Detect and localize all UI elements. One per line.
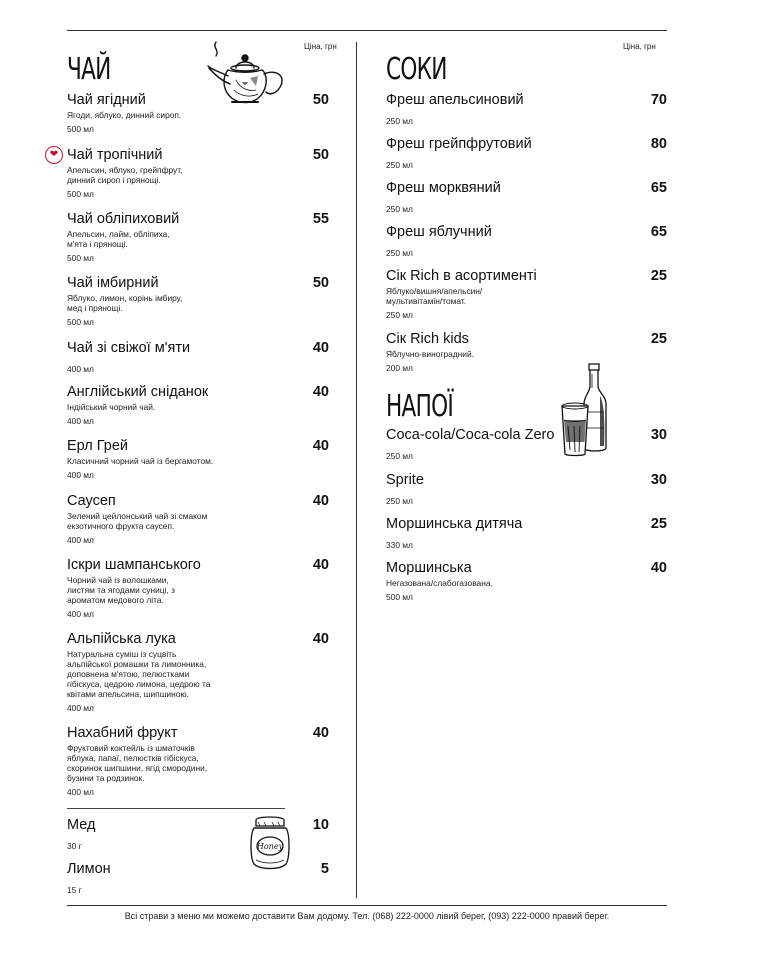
item-price: 30 — [650, 427, 667, 443]
item-price: 50 — [312, 92, 329, 108]
menu-item — [386, 331, 667, 373]
bottom-rule — [67, 905, 667, 906]
item-price: 10 — [312, 817, 329, 833]
menu-item — [67, 384, 329, 426]
item-price: 40 — [312, 493, 329, 509]
extras-divider — [67, 808, 285, 809]
menu-item — [67, 92, 329, 134]
menu-item — [67, 725, 329, 797]
section-title-drinks: НАПОЇ — [386, 389, 454, 424]
item-volume: 500 мл — [386, 592, 413, 602]
item-volume: 400 мл — [67, 364, 94, 374]
item-volume: 500 мл — [67, 124, 94, 134]
item-volume: 250 мл — [386, 116, 413, 126]
item-price: 80 — [650, 136, 667, 152]
item-desc: Апельсин, яблуко, грейпфрут, динний сироп і прянощі. — [67, 165, 183, 185]
menu-item — [386, 560, 667, 602]
item-name: Sprite — [386, 472, 424, 488]
item-name: Саусеп — [67, 493, 116, 509]
item-name: Англійський сніданок — [67, 384, 209, 400]
item-volume: 250 мл — [386, 204, 413, 214]
item-name: Лимон — [67, 861, 111, 877]
price-header-left: Ціна, грн — [304, 42, 337, 51]
item-name: Фреш яблучний — [386, 224, 492, 240]
footer-delivery-note: Всі страви з меню ми можемо доставити Вам додому. Тел. (068) 222-0000 лівий берег, (093) 222-0000 правий берег. — [124, 911, 610, 921]
item-volume: 250 мл — [386, 310, 413, 320]
menu-item — [386, 224, 667, 258]
item-volume: 400 мл — [67, 609, 94, 619]
item-volume: 250 мл — [386, 160, 413, 170]
bottle-glass-illustration — [556, 362, 614, 460]
item-name: Мед — [67, 817, 96, 833]
item-price: 40 — [312, 438, 329, 454]
item-volume: 400 мл — [67, 535, 94, 545]
item-volume: 250 мл — [386, 248, 413, 258]
menu-item — [67, 275, 329, 327]
item-volume: 400 мл — [67, 416, 94, 426]
item-volume: 200 мл — [386, 363, 413, 373]
item-name: Чай ягідний — [67, 92, 146, 108]
item-desc: Чорний чай із волошками, листям та ягодами суниці, з ароматом медового літа. — [67, 575, 175, 605]
menu-item — [386, 516, 667, 550]
item-desc: Яблучно-виноградний. — [386, 349, 474, 359]
item-volume: 400 мл — [67, 470, 94, 480]
menu-item-extra — [67, 861, 329, 895]
item-volume: 330 мл — [386, 540, 413, 550]
item-name: Сік Rich kids — [386, 331, 469, 347]
menu-item — [386, 472, 667, 506]
menu-item — [67, 557, 329, 619]
item-name: Coca-cola/Coca-cola Zero — [386, 427, 555, 443]
item-name: Альпійська лука — [67, 631, 176, 647]
item-price: 30 — [650, 472, 667, 488]
item-name: Ерл Грей — [67, 438, 128, 454]
item-price: 40 — [650, 560, 667, 576]
menu-item — [67, 493, 329, 545]
item-name: Чай обліпиховий — [67, 211, 180, 227]
heart-icon[interactable]: ❤ — [45, 146, 63, 164]
item-desc: Яблуко, лимон, корінь імбиру, мед і прянощі. — [67, 293, 183, 313]
item-name: Фреш грейпфрутовий — [386, 136, 532, 152]
item-price: 5 — [320, 861, 329, 877]
item-volume: 500 мл — [67, 189, 94, 199]
item-desc: Фруктовий коктейль із шматочків яблука, папаї, пелюстків гібіскуса, скоринок шипшини, ягід смородини, бузини та родзинок. — [67, 743, 208, 783]
item-volume: 250 мл — [386, 451, 413, 461]
item-price: 40 — [312, 725, 329, 741]
item-price: 55 — [312, 211, 329, 227]
item-name: Сік Rich в асортименті — [386, 268, 537, 284]
item-name: Моршинська — [386, 560, 472, 576]
item-price: 25 — [650, 268, 667, 284]
section-title-tea: ЧАЙ — [67, 52, 111, 87]
item-name: Нахабний фрукт — [67, 725, 178, 741]
item-desc: Яблуко/вишня/апельсин/ мультивітамін/томат. — [386, 286, 483, 306]
item-volume: 500 мл — [67, 253, 94, 263]
item-name: Фреш апельсиновий — [386, 92, 524, 108]
menu-item — [386, 268, 667, 320]
item-volume: 250 мл — [386, 496, 413, 506]
item-price: 40 — [312, 557, 329, 573]
item-price: 65 — [650, 224, 667, 240]
item-desc: Ягоди, яблуко, динний сироп. — [67, 110, 182, 120]
item-desc: Негазована/слабогазована. — [386, 578, 493, 588]
honey-jar-illustration — [246, 814, 294, 870]
item-price: 70 — [650, 92, 667, 108]
item-price: 40 — [312, 384, 329, 400]
menu-item — [67, 340, 329, 374]
item-price: 25 — [650, 331, 667, 347]
item-volume: 30 г — [67, 841, 82, 851]
item-desc: Апельсин, лайм, обліпиха, м'ята і прянощі. — [67, 229, 170, 249]
item-volume: 15 г — [67, 885, 82, 895]
item-desc: Натуральна суміш із суцвіть альпійської ромашки та лимонника, доповнена м'ятою, пелюстками гібіскуса, цедрою лимона, цедрою та квітами апельсина, шипшиною. — [67, 649, 211, 699]
honey-jar-label: Honey — [256, 842, 284, 851]
item-name: Чай імбирний — [67, 275, 159, 291]
menu-item — [386, 427, 667, 461]
item-price: 25 — [650, 516, 667, 532]
item-name: Фреш морквяний — [386, 180, 501, 196]
item-name: Моршинська дитяча — [386, 516, 523, 532]
item-volume: 400 мл — [67, 787, 94, 797]
item-volume: 400 мл — [67, 703, 94, 713]
menu-item — [67, 438, 329, 480]
item-price: 50 — [312, 147, 329, 163]
menu-item — [67, 631, 329, 713]
item-price: 40 — [312, 631, 329, 647]
item-name: Чай тропічний — [67, 147, 163, 163]
item-name: Іскри шампанського — [67, 557, 201, 573]
item-desc: Зелений цейлонський чай зі смаком екзотичного фрукта саусеп. — [67, 511, 208, 531]
item-price: 65 — [650, 180, 667, 196]
menu-item — [386, 180, 667, 214]
menu-item — [386, 136, 667, 170]
item-desc: Класичний чорний чай із бергамотом. — [67, 456, 214, 466]
section-title-juices: СОКИ — [386, 52, 447, 87]
top-rule — [67, 30, 667, 31]
item-price: 40 — [312, 340, 329, 356]
item-volume: 500 мл — [67, 317, 94, 327]
item-price: 50 — [312, 275, 329, 291]
menu-item — [67, 147, 329, 199]
item-desc: Індійський чорний чай. — [67, 402, 156, 412]
menu-item — [67, 211, 329, 263]
menu-item — [386, 92, 667, 126]
price-header-right: Ціна, грн — [623, 42, 656, 51]
column-divider — [356, 42, 357, 898]
item-name: Чай зі свіжої м'яти — [67, 340, 191, 356]
